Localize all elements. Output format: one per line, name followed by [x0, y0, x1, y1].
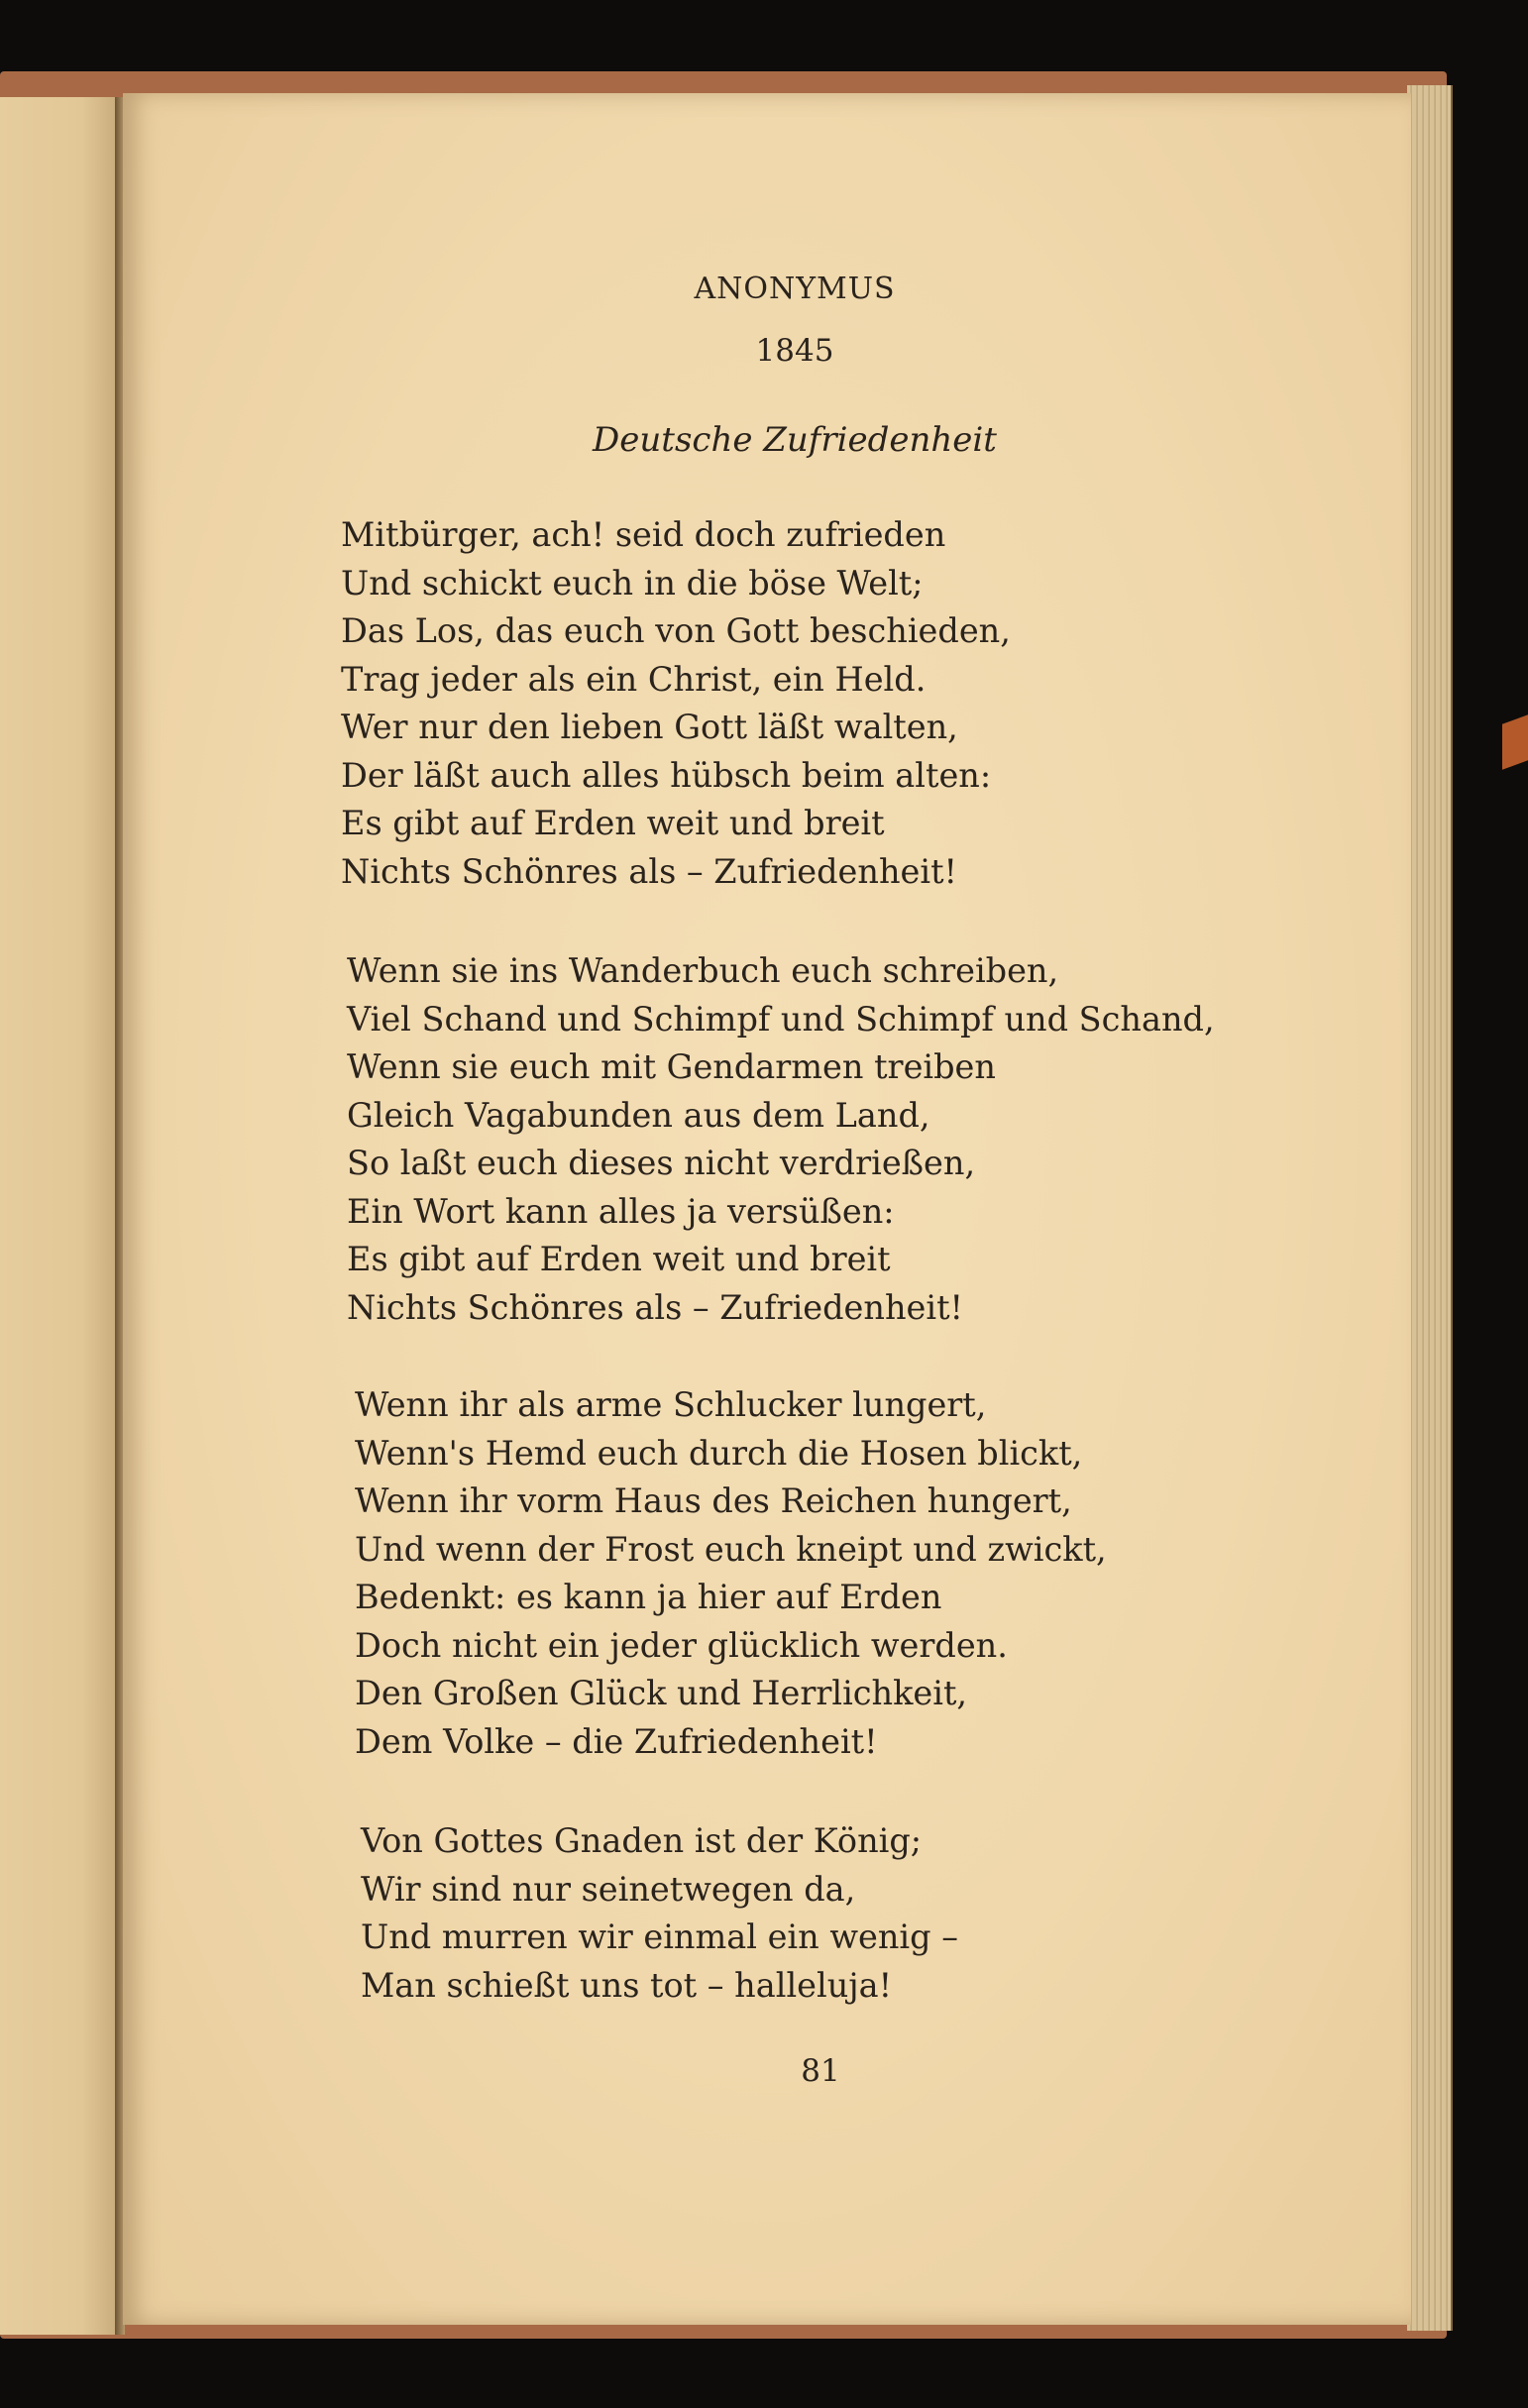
- poem-line: Bedenkt: es kann ja hier auf Erden: [355, 1578, 942, 1616]
- poem-line: Es gibt auf Erden weit und breit: [341, 804, 885, 842]
- poem-line: Mitbürger, ach! seid doch zufrieden: [341, 515, 946, 554]
- poem-line: Gleich Vagabunden aus dem Land,: [347, 1095, 930, 1135]
- poem-line: Nichts Schönres als – Zufriedenheit!: [347, 1287, 963, 1327]
- left-page-edge: [0, 97, 119, 2335]
- page-content: [123, 93, 1411, 2325]
- poem-line: Das Los, das euch von Gott beschieden,: [341, 611, 1011, 650]
- poem-line: Es gibt auf Erden weit und breit: [347, 1240, 891, 1278]
- stanza-3: [355, 1381, 1107, 1766]
- poem-line: Ein Wort kann alles ja versüßen:: [347, 1191, 895, 1231]
- stanza-2: [347, 947, 1215, 1332]
- poem-line: Wenn sie ins Wanderbuch euch schreiben,: [347, 951, 1059, 990]
- page-number: 81: [801, 2053, 840, 2089]
- poem-line: Wenn sie euch mit Gendarmen treiben: [347, 1047, 996, 1086]
- poem-year: 1845: [755, 333, 834, 369]
- poem-line: So laßt euch dieses nicht verdrießen,: [347, 1144, 976, 1182]
- poem-line: Wenn ihr als arme Schlucker lungert,: [355, 1385, 987, 1424]
- poem-line: Wir sind nur seinetwegen da,: [361, 1869, 856, 1909]
- poem-line: Man schießt uns tot – halleluja!: [361, 1965, 893, 2005]
- poem-line: Wer nur den lieben Gott läßt walten,: [341, 708, 958, 746]
- poem-line: Wenn's Hemd euch durch die Hosen blickt,: [355, 1433, 1083, 1473]
- poem-line: Dem Volke – die Zufriedenheit!: [355, 1721, 878, 1761]
- poem-line: Den Großen Glück und Herrlichkeit,: [355, 1674, 968, 1712]
- poem-title: Deutsche Zufriedenheit: [593, 420, 997, 460]
- poem-line: Viel Schand und Schimpf und Schimpf und Schand,: [347, 999, 1215, 1039]
- poem-line: Nichts Schönres als – Zufriedenheit!: [341, 851, 957, 891]
- poem-line: Der läßt auch alles hübsch beim alten:: [341, 755, 992, 795]
- poem-line: Von Gottes Gnaden ist der König;: [361, 1821, 923, 1860]
- bookmark-tab: [1502, 714, 1528, 769]
- stanza-1: [341, 511, 1011, 896]
- poem-line: Trag jeder als ein Christ, ein Held.: [341, 659, 927, 699]
- poem-line: Und wenn der Frost euch kneipt und zwickt,: [355, 1529, 1107, 1569]
- book-page: [123, 93, 1411, 2325]
- poem-line: Und schickt euch in die böse Welt;: [341, 563, 924, 602]
- stanza-4: [361, 1817, 958, 2010]
- poem-line: Wenn ihr vorm Haus des Reichen hungert,: [355, 1481, 1072, 1520]
- poem-line: Und murren wir einmal ein wenig –: [361, 1917, 958, 1956]
- poem-line: Doch nicht ein jeder glücklich werden.: [355, 1625, 1008, 1665]
- poem-author: ANONYMUS: [694, 272, 896, 306]
